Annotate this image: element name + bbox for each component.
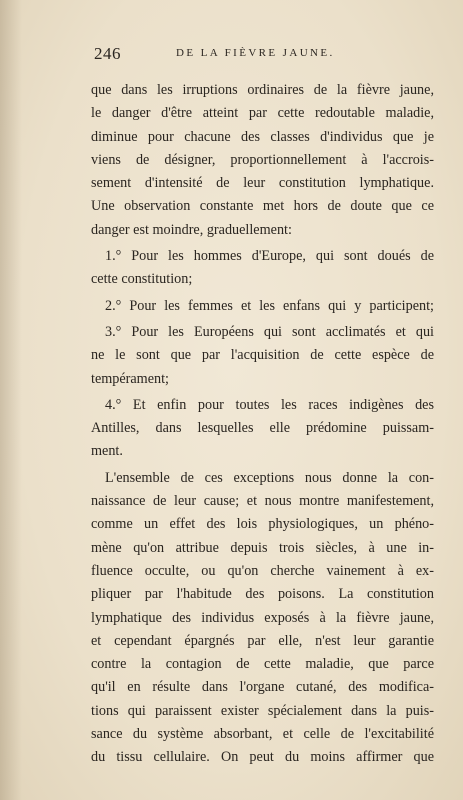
text-line: sance du système absorbant, et celle de l'excitabilité — [91, 726, 434, 743]
body-text — [91, 79, 434, 770]
text-line: tempérament; — [91, 370, 169, 387]
text-line: que dans les irruptions ordinaires de la fièvre jaune, — [91, 82, 434, 98]
text-line: pliquer par l'habitude des poisons. La constitution — [91, 586, 434, 603]
text-line: viens de désigner, proportionnellement à l'accrois- — [91, 151, 434, 168]
text-line: Une observation constante met hors de doute que ce — [91, 198, 434, 215]
text-line: L'ensemble de ces exceptions nous donne la con- — [105, 469, 434, 486]
text-line: danger est moindre, graduellement: — [91, 221, 292, 238]
text-line: et cependant épargnés par elle, n'est leur garantie — [91, 632, 434, 649]
text-line: contre la contagion de cette maladie, que parce — [91, 656, 434, 673]
page-header — [94, 44, 434, 64]
text-line: cette constitution; — [91, 271, 193, 288]
text-line: diminue pour chacune des classes d'individus que je — [91, 128, 434, 145]
text-line: du tissu cellulaire. On peut du moins affirmer que — [91, 749, 434, 766]
text-line: 4.° Et enfin pour toutes les races indigènes des — [105, 396, 434, 413]
text-line: qu'il en résulte dans l'organe cutané, des modifica- — [91, 679, 434, 696]
text-line: naissance de leur cause; et nous montre manifestement, — [91, 493, 434, 510]
text-line: 3.° Pour les Européens qui sont acclimatés et qui — [105, 323, 434, 340]
text-line: fluence occulte, ou qu'on cherche vainement à ex- — [91, 562, 434, 579]
text-line: comme un effet des lois physiologiques, un phéno- — [91, 516, 434, 533]
binding-shadow — [0, 0, 22, 800]
text-line: 2.° Pour les femmes et les enfans qui y participent; — [105, 297, 434, 314]
text-line: lymphatique des individus exposés à la fièvre jaune, — [91, 609, 434, 626]
text-line: 1.° Pour les hommes d'Europe, qui sont doués de — [105, 248, 434, 265]
text-line: ne le sont que par l'acquisition de cette espèce de — [91, 347, 434, 364]
text-line: sement d'intensité de leur constitution lymphatique. — [91, 175, 434, 192]
running-title: DE LA FIÈVRE JAUNE. — [176, 47, 335, 59]
text-line: tions qui paraissent exister spécialement dans la puis- — [91, 702, 434, 719]
page-number: 246 — [94, 44, 121, 63]
text-line: le danger d'être atteint par cette redoutable maladie, — [91, 105, 434, 122]
text-line: ment. — [91, 443, 123, 460]
text-line: Antilles, dans lesquelles elle prédomine puissam- — [91, 420, 434, 437]
text-line: mène qu'on attribue depuis trois siècles, à une in- — [91, 539, 434, 556]
